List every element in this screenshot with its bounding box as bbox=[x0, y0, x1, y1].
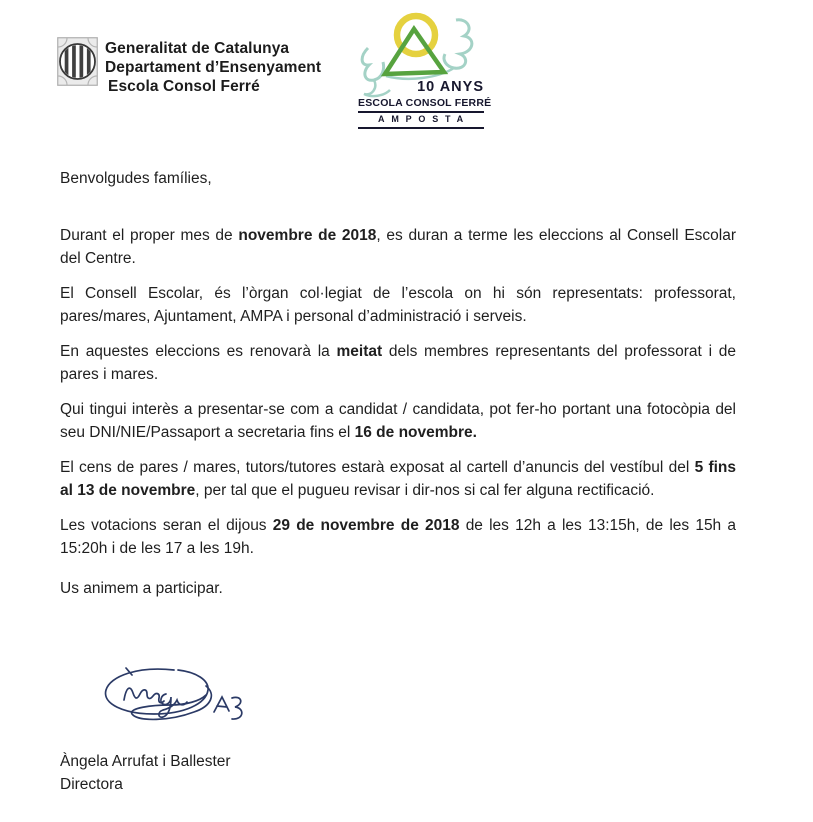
handwritten-signature bbox=[90, 656, 248, 746]
letter-paragraph-elections: Durant el proper mes de novembre de 2018, es duran a terme les eleccions al Consell Escolar del Centre. bbox=[60, 227, 737, 267]
signatory-name: Àngela Arrufat i Ballester bbox=[60, 753, 231, 770]
org-line-departament: Departament d’Ensenyament bbox=[105, 59, 322, 76]
salutation: Benvolgudes famílies, bbox=[60, 170, 212, 187]
school-name-label: ESCOLA CONSOL FERRÉ bbox=[358, 97, 484, 113]
letter-body bbox=[60, 167, 736, 612]
signatory-block bbox=[60, 750, 231, 796]
org-line-generalitat: Generalitat de Catalunya bbox=[105, 40, 290, 57]
closing-line: Us animem a participar. bbox=[60, 580, 223, 597]
signatory-role: Directora bbox=[60, 776, 123, 793]
gencat-header bbox=[57, 37, 321, 96]
anniversary-label: 10 ANYS bbox=[417, 79, 484, 95]
letter-paragraph-candidats: Qui tingui interès a presentar-se com a candidat / candidata, pot fer-ho portant una fotocòpia del seu DNI/NIE/Passaport a secretaria fins el 16 de novembre. bbox=[60, 401, 736, 441]
school-city-label: AMPOSTA bbox=[358, 112, 484, 129]
org-name-block bbox=[105, 37, 321, 96]
school-anniversary-logo bbox=[358, 8, 492, 130]
letter-paragraph-renovacio: En aquestes eleccions es renovarà la meitat dels membres representants del professorat i de pares i mares. bbox=[60, 343, 736, 383]
letter-paragraph-votacions: Les votacions seran el dijous 29 de novembre de 2018 de les 12h a les 13:15h, de les 15h a 15:20h i de les 17 a les 19h. bbox=[60, 517, 736, 557]
org-line-escola: Escola Consol Ferré bbox=[108, 78, 260, 95]
letter-paragraph-consell: El Consell Escolar, és l’òrgan col·legiat de l’escola on hi són representats: professorat, pares/mares, Ajuntament, AMPA i personal d’administració i serveis. bbox=[60, 285, 736, 325]
senyera-coat-of-arms-icon bbox=[57, 37, 98, 86]
letter-paragraph-cens: El cens de pares / mares, tutors/tutores estarà exposat al cartell d’anuncis del vestíbul del 5 fins al 13 de novembre, per tal que el pugueu revisar i dir-nos si cal fer alguna rectificació. bbox=[60, 459, 736, 499]
